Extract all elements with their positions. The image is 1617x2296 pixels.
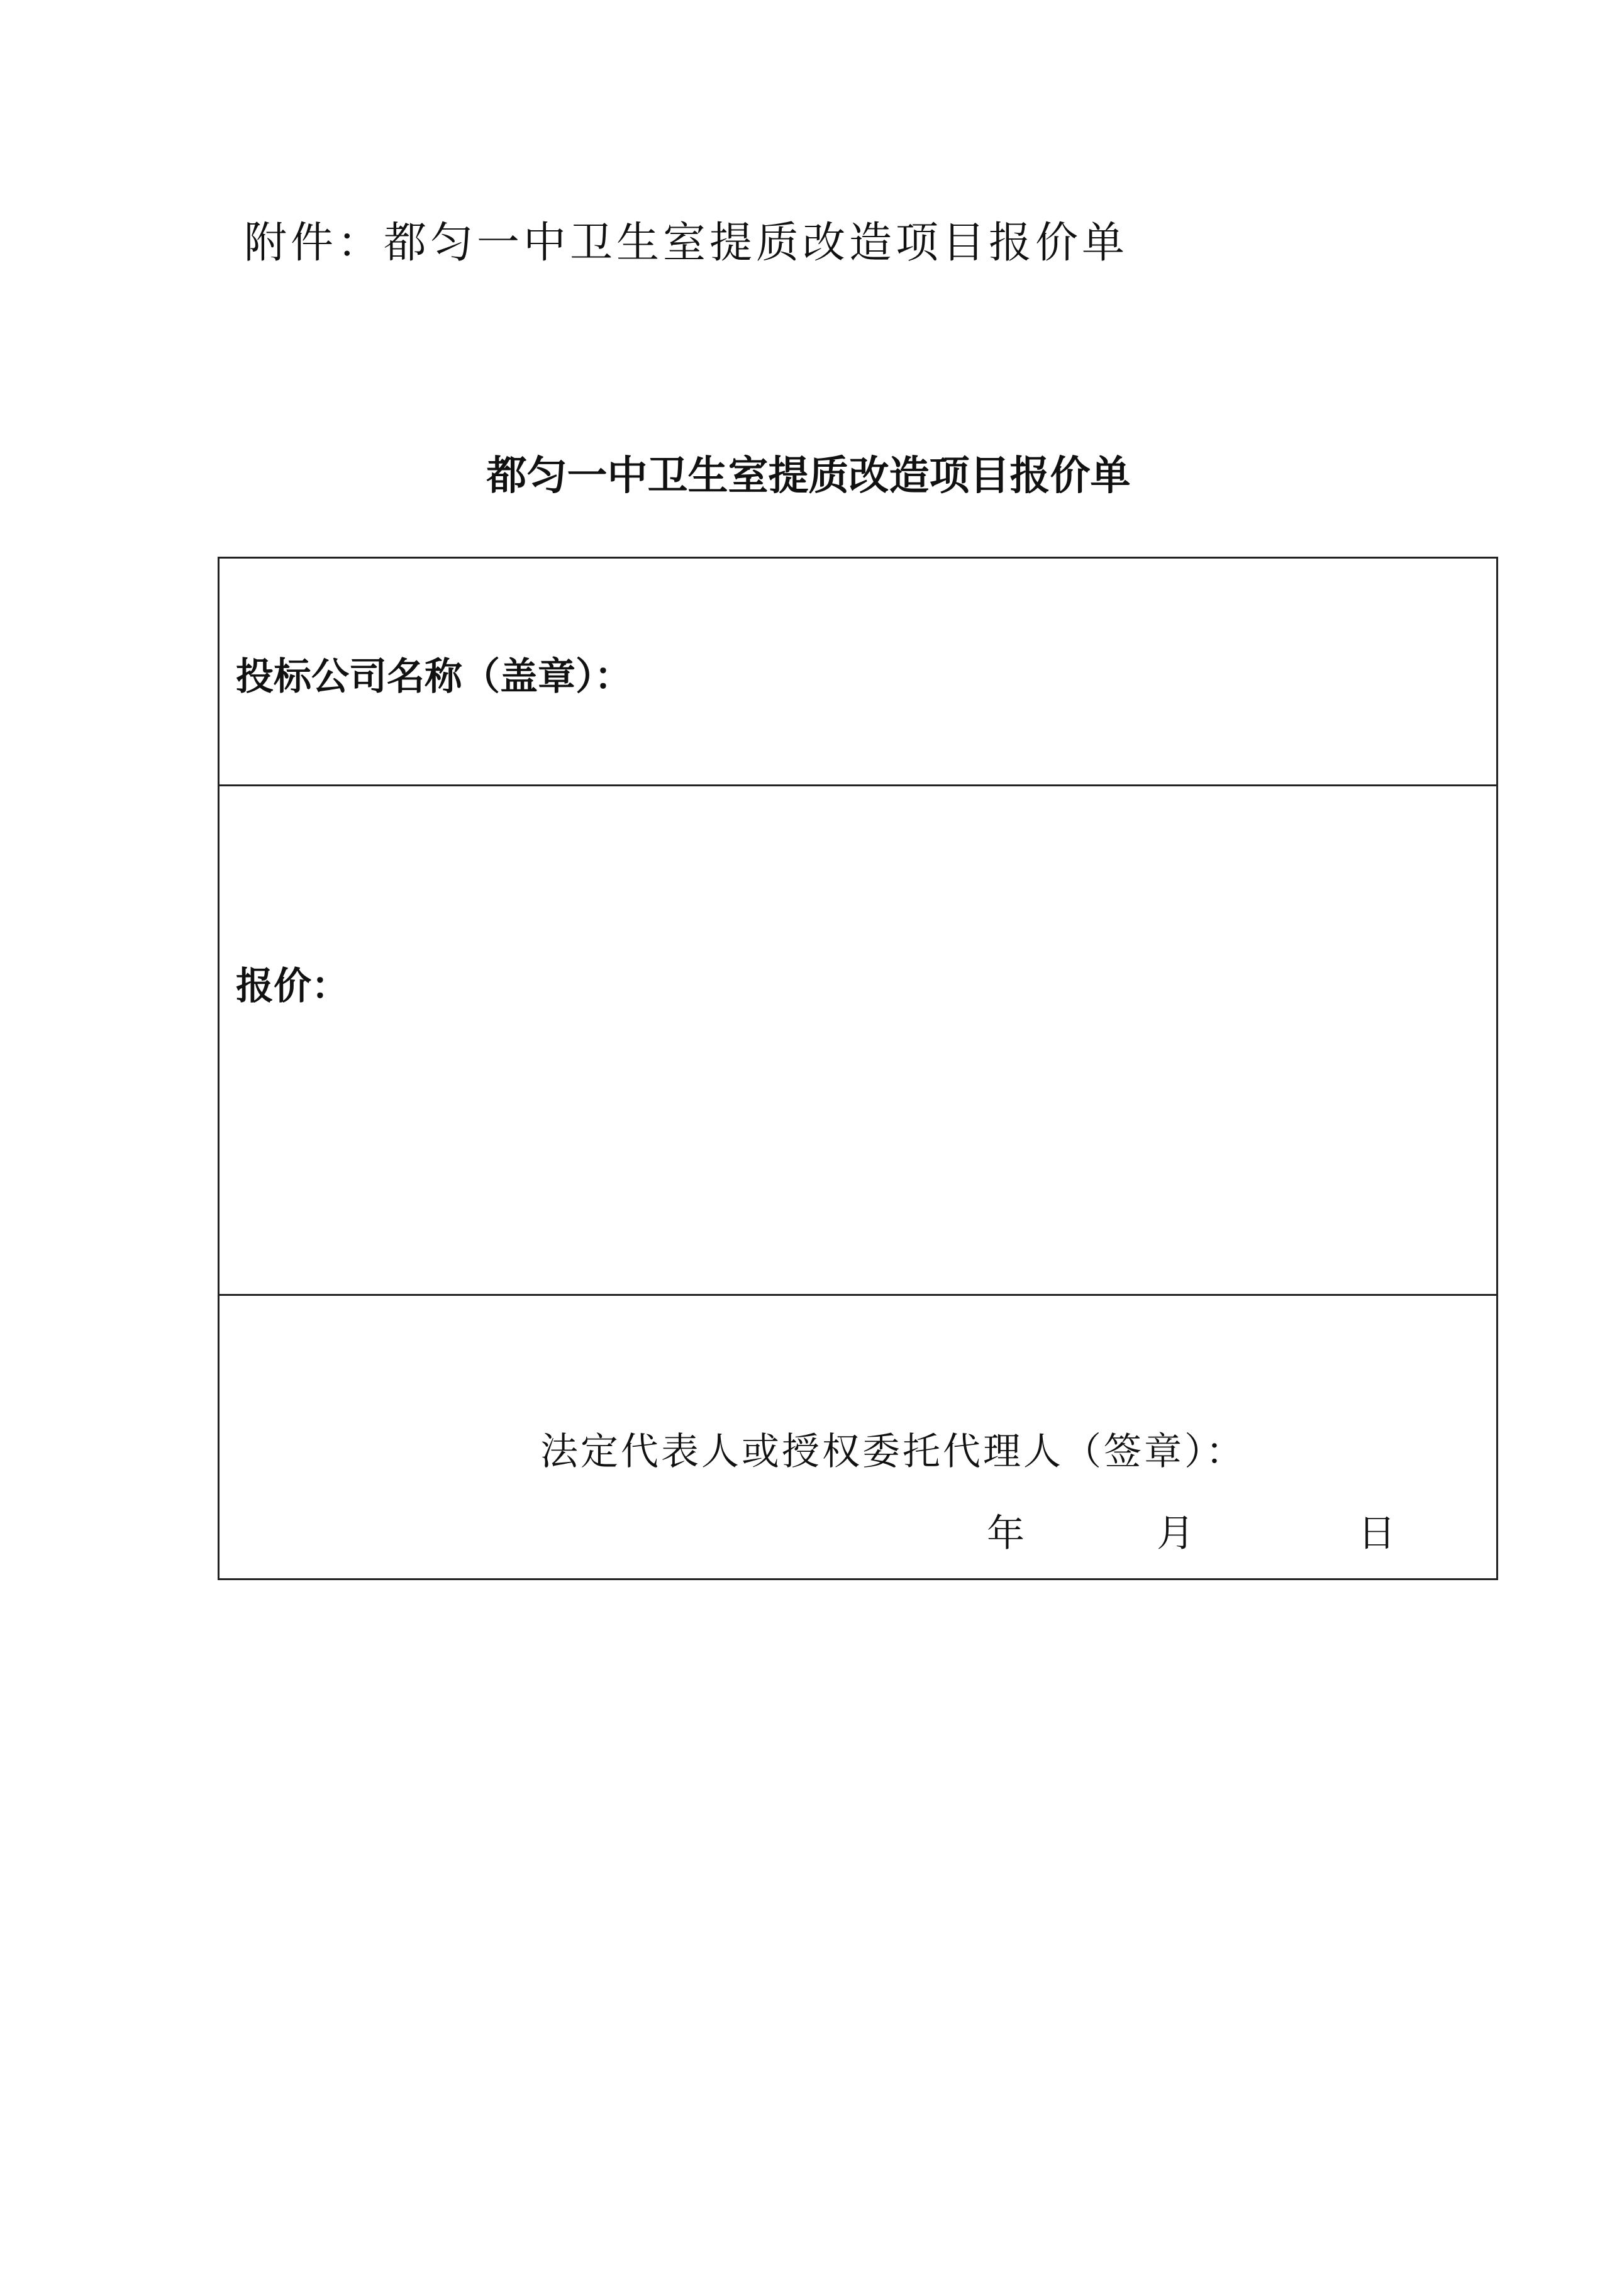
date-day-label: 日 [1358,1512,1396,1556]
quotation-form-table [218,557,1498,1580]
document-title: 都匀一中卫生室提质改造项目报价单 [486,453,1131,499]
company-row [219,559,1496,786]
price-label: 报价： [236,964,349,1008]
signature-row [219,1296,1496,1578]
price-row [219,786,1496,1296]
date-year-label: 年 [987,1512,1025,1556]
company-name-label: 投标公司名称（盖章）： [236,655,632,699]
attachment-line: 附件：都匀一中卫生室提质改造项目报价单 [244,218,1129,268]
date-month-label: 月 [1157,1512,1194,1556]
signer-label: 法定代表人或授权委托代理人（签章）： [540,1430,1246,1474]
